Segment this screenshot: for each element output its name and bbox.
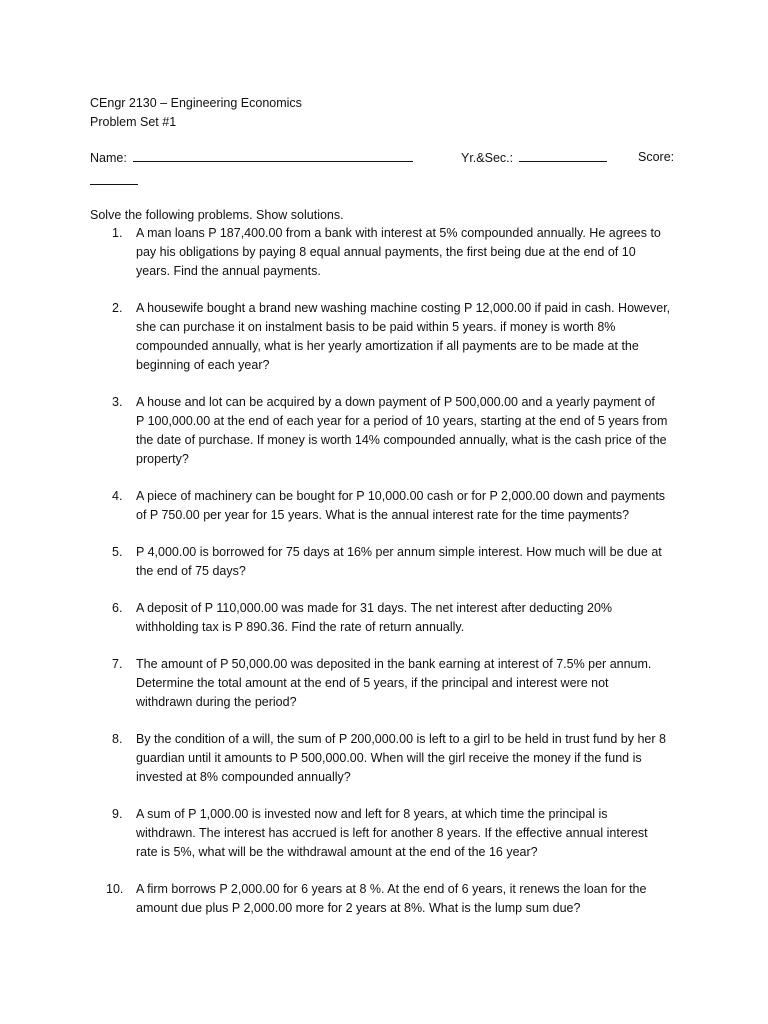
yr-sec-blank: [519, 148, 607, 162]
problem-number: 1.: [112, 226, 123, 240]
problem-text-line: P 100,000.00 at the end of each year for a period of 10 years, starting at the end of 5 years from: [136, 414, 668, 428]
problem-number: 3.: [112, 395, 123, 409]
problem-text-line: guardian until it amounts to P 500,000.00. When will the girl receive the money if the fund is: [136, 751, 642, 765]
problem-text-line: amount due plus P 2,000.00 more for 2 years at 8%. What is the lump sum due?: [136, 901, 581, 915]
course-title: CEngr 2130 – Engineering Economics: [90, 96, 302, 110]
problem-text-line: years. Find the annual payments.: [136, 264, 321, 278]
problem-number: 8.: [112, 732, 123, 746]
name-blank: [133, 148, 413, 162]
problem-item: [90, 805, 690, 862]
problem-text-line: The amount of P 50,000.00 was deposited in the bank earning at interest of 7.5% per annum.: [136, 657, 652, 671]
problem-text-line: withdrawn during the period?: [136, 695, 297, 709]
problem-number: 6.: [112, 601, 123, 615]
name-label: Name:: [90, 151, 127, 165]
problem-text-line: the date of purchase. If money is worth 14% compounded annually, what is the cash price of the: [136, 433, 667, 447]
problem-item: [90, 224, 690, 281]
problem-text-line: P 4,000.00 is borrowed for 75 days at 16% per annum simple interest. How much will be due at: [136, 545, 662, 559]
problem-item: [90, 543, 690, 581]
problem-text-line: A sum of P 1,000.00 is invested now and left for 8 years, at which time the principal is: [136, 807, 608, 821]
problem-item: [90, 299, 690, 375]
problem-text-line: By the condition of a will, the sum of P 200,000.00 is left to a girl to be held in trust fund by her 8: [136, 732, 666, 746]
problem-item: [90, 730, 690, 787]
problem-text-line: A man loans P 187,400.00 from a bank with interest at 5% compounded annually. He agrees to: [136, 226, 661, 240]
problem-text-line: withdrawn. The interest has accrued is left for another 8 years. If the effective annual interest: [136, 826, 648, 840]
problem-text-line: of P 750.00 per year for 15 years. What is the annual interest rate for the time payments?: [136, 508, 630, 522]
problem-list: [90, 224, 690, 936]
problem-text-line: withholding tax is P 890.36. Find the rate of return annually.: [136, 620, 465, 634]
student-info-row: [90, 148, 680, 168]
score-blank: [90, 174, 138, 185]
problem-text-line: A deposit of P 110,000.00 was made for 31 days. The net interest after deducting 20%: [136, 601, 613, 615]
problem-text-line: compounded annually, what is her yearly amortization if all payments are to be made at the: [136, 339, 639, 353]
score-label: Score:: [638, 150, 675, 164]
problem-text-line: invested at 8% compounded annually?: [136, 770, 351, 784]
problem-text-line: Determine the total amount at the end of 5 years, if the principal and interest were not: [136, 676, 609, 690]
problem-number: 4.: [112, 489, 123, 503]
yr-sec-field: [461, 148, 607, 168]
problem-text-line: A house and lot can be acquired by a down payment of P 500,000.00 and a yearly payment of: [136, 395, 655, 409]
instructions-text: Solve the following problems. Show solutions.: [90, 208, 344, 222]
problem-text-line: pay his obligations by paying 8 equal annual payments, the first being due at the end of 10: [136, 245, 636, 259]
problem-set-title: Problem Set #1: [90, 115, 177, 129]
yr-sec-label: Yr.&Sec.:: [461, 151, 514, 165]
problem-text-line: rate is 5%, what will be the withdrawal amount at the end of the 16 year?: [136, 845, 538, 859]
problem-item: [90, 393, 690, 469]
problem-text-line: beginning of each year?: [136, 358, 270, 372]
problem-number: 7.: [112, 657, 123, 671]
problem-text-line: A housewife bought a brand new washing machine costing P 12,000.00 if paid in cash. However,: [136, 301, 671, 315]
problem-number: 10.: [106, 882, 124, 896]
document-header: [90, 94, 302, 132]
problem-text-line: she can purchase it on instalment basis to be paid within 5 years. if money is worth 8%: [136, 320, 616, 334]
problem-number: 9.: [112, 807, 123, 821]
name-field: [90, 148, 413, 168]
problem-text-line: A firm borrows P 2,000.00 for 6 years at 8 %. At the end of 6 years, it renews the loan for the: [136, 882, 647, 896]
problem-text-line: A piece of machinery can be bought for P 10,000.00 cash or for P 2,000.00 down and payments: [136, 489, 666, 503]
score-field: [638, 148, 674, 167]
problem-text-line: property?: [136, 452, 189, 466]
problem-text-line: the end of 75 days?: [136, 564, 246, 578]
problem-number: 2.: [112, 301, 123, 315]
problem-number: 5.: [112, 545, 123, 559]
problem-item: [90, 880, 690, 918]
problem-item: [90, 655, 690, 712]
problem-item: [90, 599, 690, 637]
problem-item: [90, 487, 690, 525]
